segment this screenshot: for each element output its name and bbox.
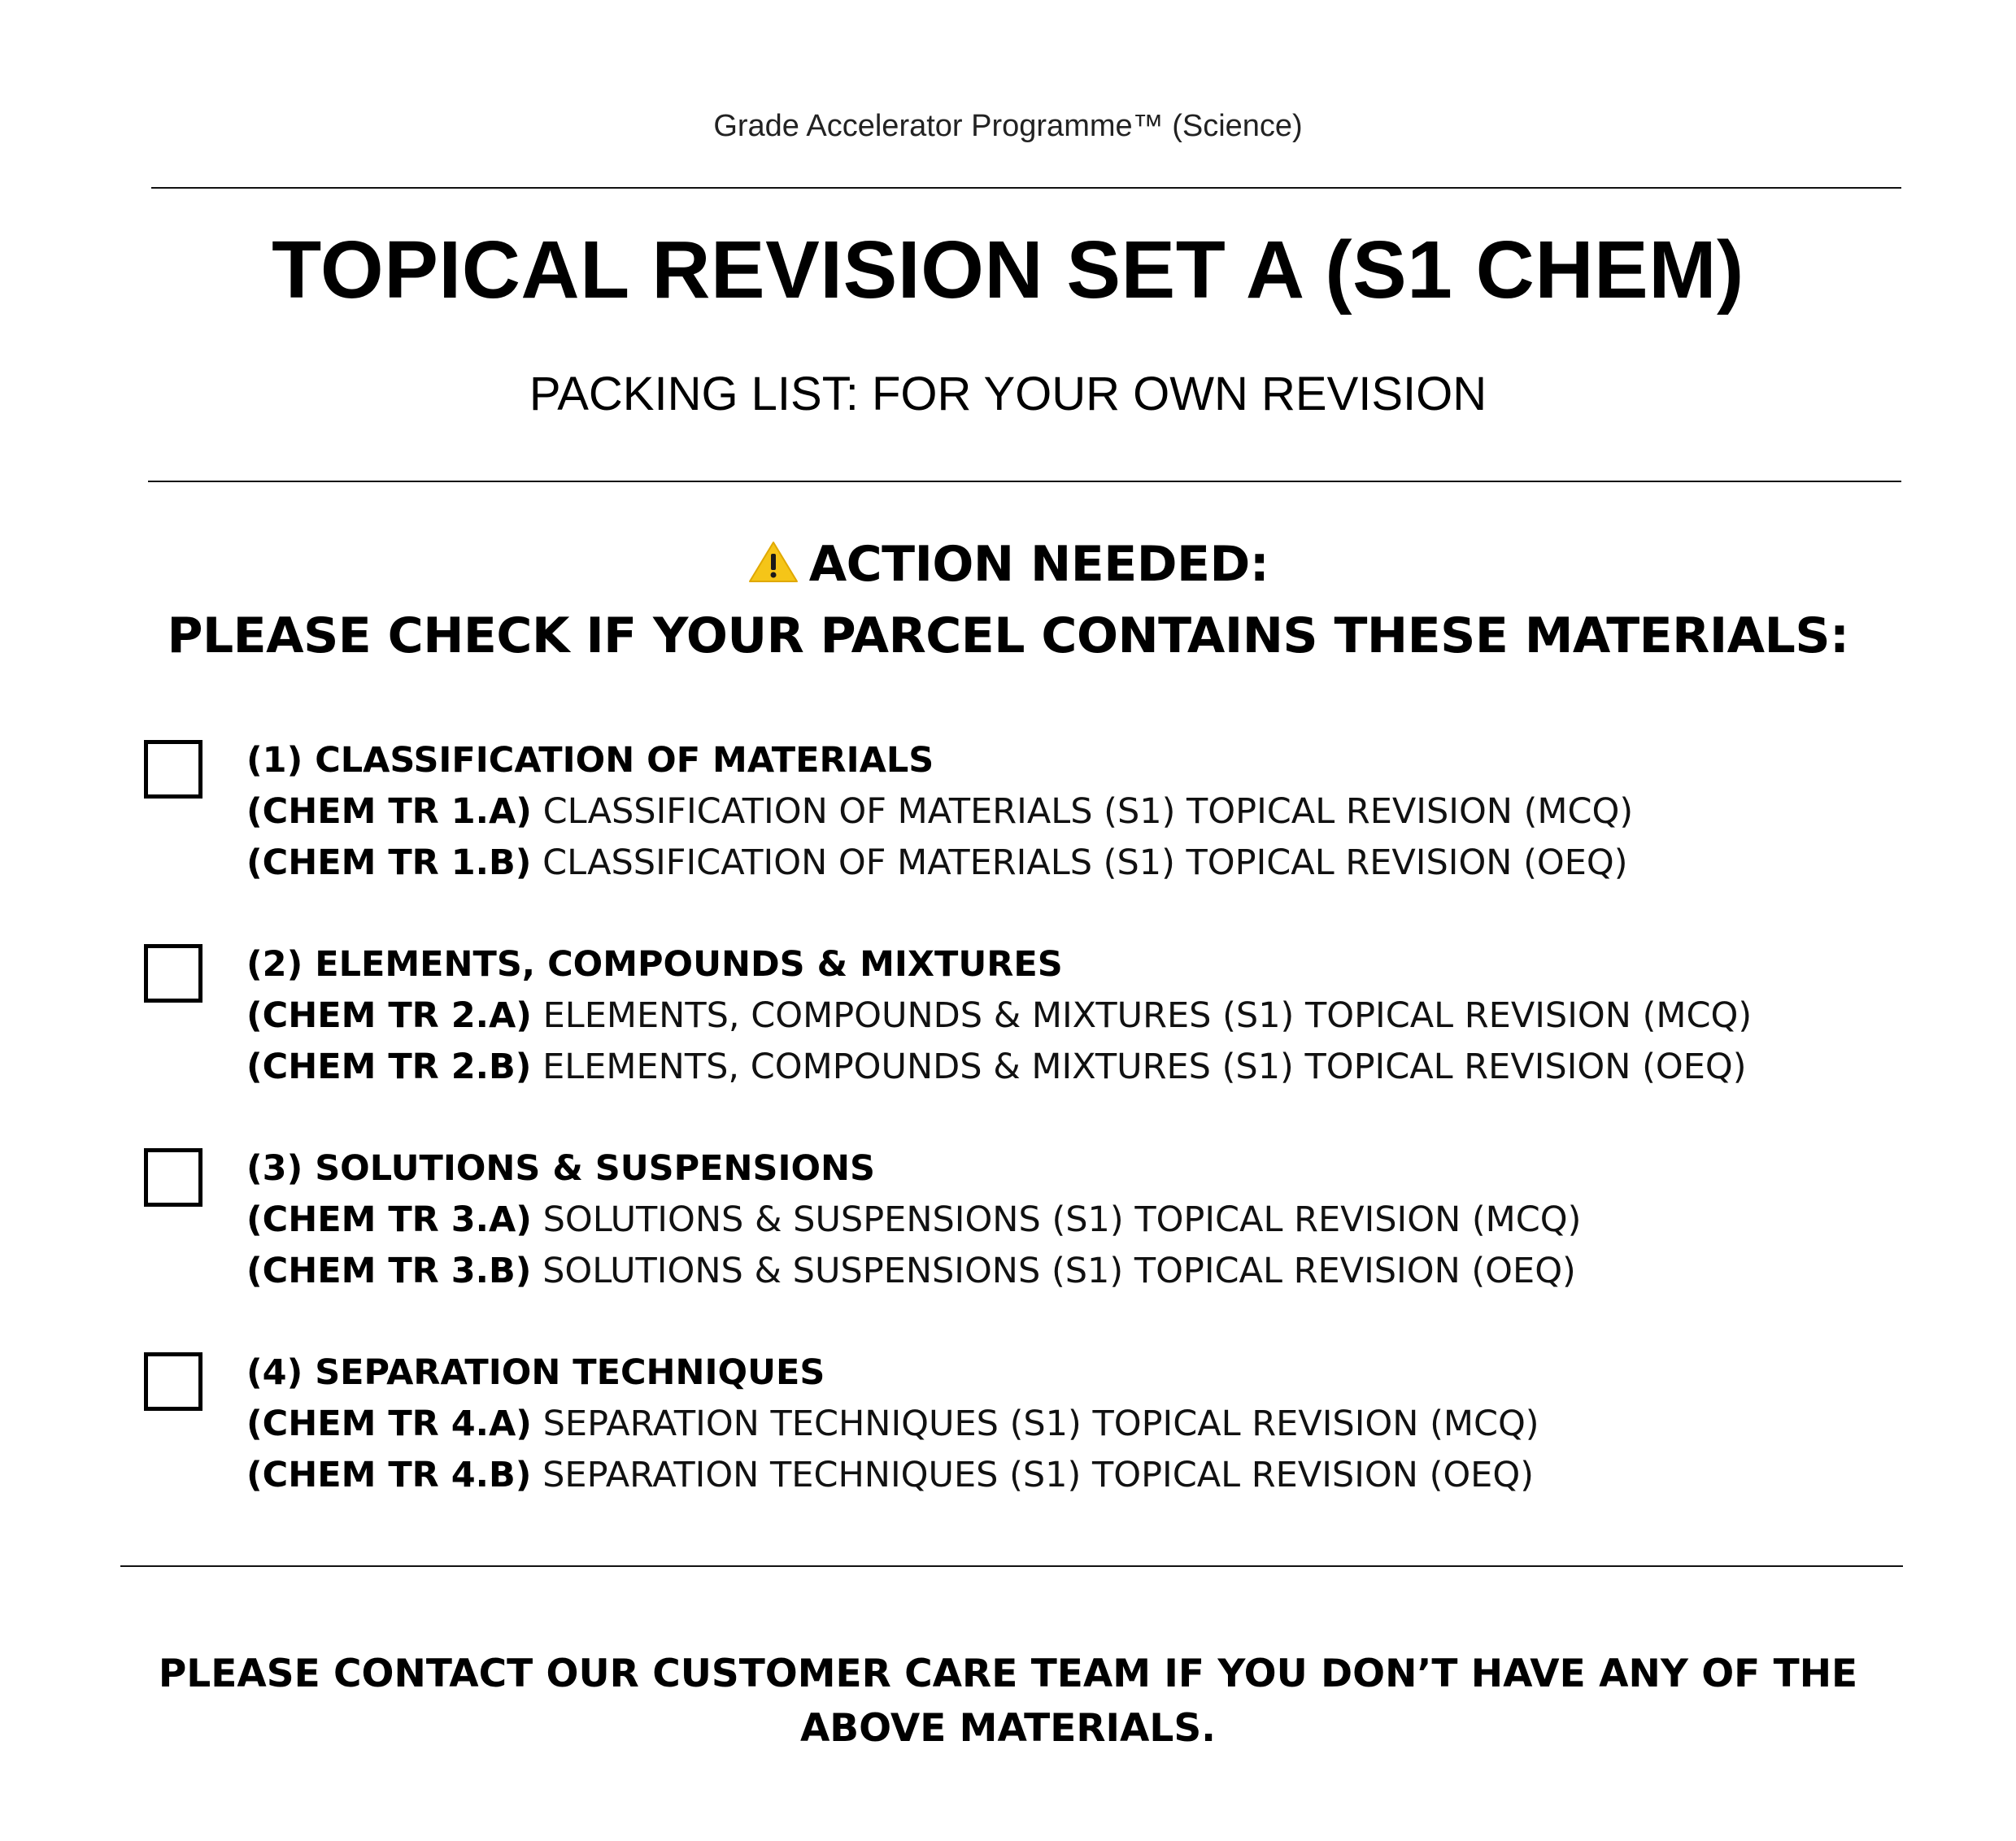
item-heading: (3) SOLUTIONS & SUSPENSIONS [246, 1148, 875, 1189]
program-header: Grade Accelerator Programme™ (Science) [713, 109, 1303, 143]
item-row [246, 838, 1633, 889]
item-code: (CHEM TR 1.A) [246, 791, 532, 832]
item-heading: (1) CLASSIFICATION OF MATERIALS [246, 740, 934, 781]
warning-icon [747, 538, 799, 581]
item-description: CLASSIFICATION OF MATERIALS (S1) TOPICAL REVISION (MCQ) [542, 791, 1634, 832]
item-row [246, 990, 1752, 1042]
item-2-text [246, 939, 1752, 1093]
item-code: (CHEM TR 1.B) [246, 842, 532, 883]
item-row [246, 786, 1633, 838]
item-code: (CHEM TR 4.A) [246, 1404, 532, 1444]
item-4-text [246, 1347, 1539, 1501]
item-code: (CHEM TR 4.B) [246, 1455, 532, 1495]
checkbox-item-4[interactable] [144, 1352, 202, 1411]
item-row [246, 1042, 1752, 1093]
divider-bottom [120, 1565, 1903, 1567]
contact-notice [0, 1647, 2016, 1756]
action-needed-heading [0, 534, 2016, 594]
checkbox-item-1[interactable] [144, 740, 202, 799]
checkbox-item-3[interactable] [144, 1148, 202, 1207]
item-row [246, 1399, 1539, 1450]
page-subtitle: PACKING LIST: FOR YOUR OWN REVISION [529, 368, 1487, 420]
item-description: CLASSIFICATION OF MATERIALS (S1) TOPICAL REVISION (OEQ) [542, 842, 1628, 883]
item-description: SEPARATION TECHNIQUES (S1) TOPICAL REVISION (OEQ) [542, 1455, 1534, 1495]
item-description: SOLUTIONS & SUSPENSIONS (S1) TOPICAL REVISION (MCQ) [542, 1199, 1582, 1240]
item-row [246, 1246, 1581, 1297]
item-row [246, 1450, 1539, 1501]
item-description: SEPARATION TECHNIQUES (S1) TOPICAL REVISION (MCQ) [542, 1404, 1539, 1444]
item-code: (CHEM TR 3.B) [246, 1251, 532, 1291]
page-title: TOPICAL REVISION SET A (S1 CHEM) [272, 224, 1744, 316]
contact-notice-line-1: PLEASE CONTACT OUR CUSTOMER CARE TEAM IF YOU DON’T HAVE ANY OF THE [158, 1652, 1858, 1696]
divider-middle [148, 481, 1901, 482]
item-code: (CHEM TR 3.A) [246, 1199, 532, 1240]
checkbox-item-2[interactable] [144, 944, 202, 1003]
item-heading: (2) ELEMENTS, COMPOUNDS & MIXTURES [246, 944, 1063, 985]
item-heading: (4) SEPARATION TECHNIQUES [246, 1352, 825, 1393]
item-code: (CHEM TR 2.A) [246, 995, 532, 1036]
divider-top [151, 187, 1901, 189]
action-instruction: PLEASE CHECK IF YOUR PARCEL CONTAINS THESE MATERIALS: [167, 607, 1849, 664]
item-3-text [246, 1143, 1581, 1297]
item-code: (CHEM TR 2.B) [246, 1047, 532, 1087]
item-description: SOLUTIONS & SUSPENSIONS (S1) TOPICAL REVISION (OEQ) [542, 1251, 1576, 1291]
item-description: ELEMENTS, COMPOUNDS & MIXTURES (S1) TOPICAL REVISION (MCQ) [542, 995, 1753, 1036]
item-description: ELEMENTS, COMPOUNDS & MIXTURES (S1) TOPICAL REVISION (OEQ) [542, 1047, 1747, 1087]
item-row [246, 1195, 1581, 1246]
action-needed-label: ACTION NEEDED: [808, 536, 1269, 593]
item-1-text [246, 735, 1633, 889]
contact-notice-line-2: ABOVE MATERIALS. [799, 1706, 1217, 1751]
